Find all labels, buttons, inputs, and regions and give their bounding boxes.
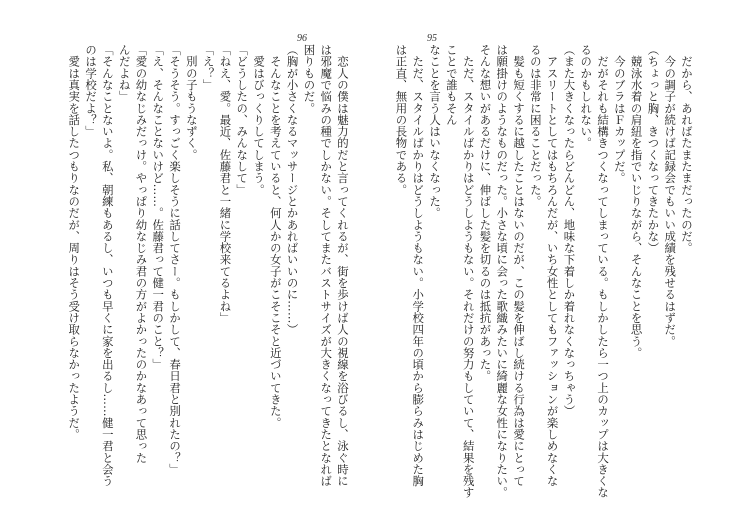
left-page-number: 96: [297, 33, 307, 44]
text-line: 「え？」: [201, 44, 216, 91]
right-page-number: 95: [427, 33, 437, 44]
text-line: だから、あればたまたまだったのだ。: [680, 44, 694, 254]
text-line: 「どうしたの、みんなして」: [235, 44, 250, 196]
text-line: 恋人の僕は魅力的だと言ってくれるが、街を歩けば人の視線を浴びるし、泳ぐ時に: [336, 44, 350, 487]
text-line: 髪も短くするに越したことはないのだが、この髪を伸ばし続ける行為は愛にとって: [512, 44, 527, 487]
text-line: そんなことを考えていると、何人かの女子がこそこそと近づいてきた。: [268, 44, 283, 429]
text-line: は正直、無用の長物である。: [394, 44, 409, 196]
text-line: 「え、そんなことないけど……。佐藤君って健一君のこと？」: [151, 44, 166, 371]
text-line: 「そうそう。すっごく楽しそうに話してさー。もしかして、春日君と別れたの？」: [168, 44, 183, 476]
text-line: んだよね」: [117, 44, 132, 103]
text-line: （ちょっと胸、きつくなってきたかな）: [646, 44, 661, 254]
text-line: 「そんなことないよ。私、朝練もあるし、いつも早くに家を出るし……健一君と会う: [100, 44, 115, 487]
right-page-text: [393, 44, 695, 500]
text-line: 今のブラはＦカップだ。: [612, 44, 627, 184]
text-line: （また大きくなったらどんどん、地味な下着しか着れなくなっちゃう）: [562, 44, 577, 417]
text-line: アスリートとしてはもちろんだが、いち女性としてもファッションが楽しめなくな: [545, 44, 560, 487]
text-line: 「ねえ、愛。最近、佐藤君と一緒に学校来てるよね」: [218, 44, 233, 324]
text-line: るのかもしれない。: [579, 44, 594, 149]
right-page: [393, 44, 695, 500]
text-line: は邪魔で悩みの種でしかない。そしてまたバストサイズが大きくなってきたとなれば: [319, 44, 334, 487]
text-line: そんな想いがあるだけに、伸ばした髪を切るのは抵抗があった。: [478, 44, 493, 382]
text-line: 愛はびっくりしてしまう。: [252, 44, 267, 196]
left-page-text: [47, 44, 351, 500]
text-line: 別の子もうなずく。: [184, 44, 199, 161]
text-line: 愛は真実を話したつもりなのだが、周りはそう受け取らなかったようだ。: [67, 44, 82, 441]
left-page: [47, 44, 351, 500]
text-line: 今の調子が続けば記録会でもいい成績を残せるはずだ。: [663, 44, 678, 347]
text-line: ただ、スタイルばかりはどうしようもない。小学校四年の頃から膨らみはじめた胸: [411, 44, 426, 487]
text-line: なことを言う人はいなくなった。: [428, 44, 443, 219]
text-line: 「愛の幼なじみだっけ。やっぱり幼なじみ君の方がよかったのかなあって思った: [134, 44, 149, 464]
text-line: 困りものだ。: [302, 44, 317, 114]
text-line: だがそれも結構きつくなってしまっている。もしかしたら一つ上のカップは大きくな: [596, 44, 611, 499]
text-line: （胸が小さくなるマッサージとかあればいいのに……）: [285, 44, 300, 336]
text-line: 競泳水着の肩紐を指でいじりながら、そんなことを思う。: [629, 44, 644, 359]
text-line: るのは非常に困ることだった。: [528, 44, 543, 208]
text-line: ただ、スタイルばかりはどうしようもない。それだけの努力もしていて、結果を残すことで誰もそん: [444, 44, 476, 499]
text-line: のは学校だよ？」: [84, 44, 99, 138]
text-line: は願掛けのようなものだった。小さな頃に会った歌織みたいに綺麗な女性になりたい。: [495, 44, 510, 499]
